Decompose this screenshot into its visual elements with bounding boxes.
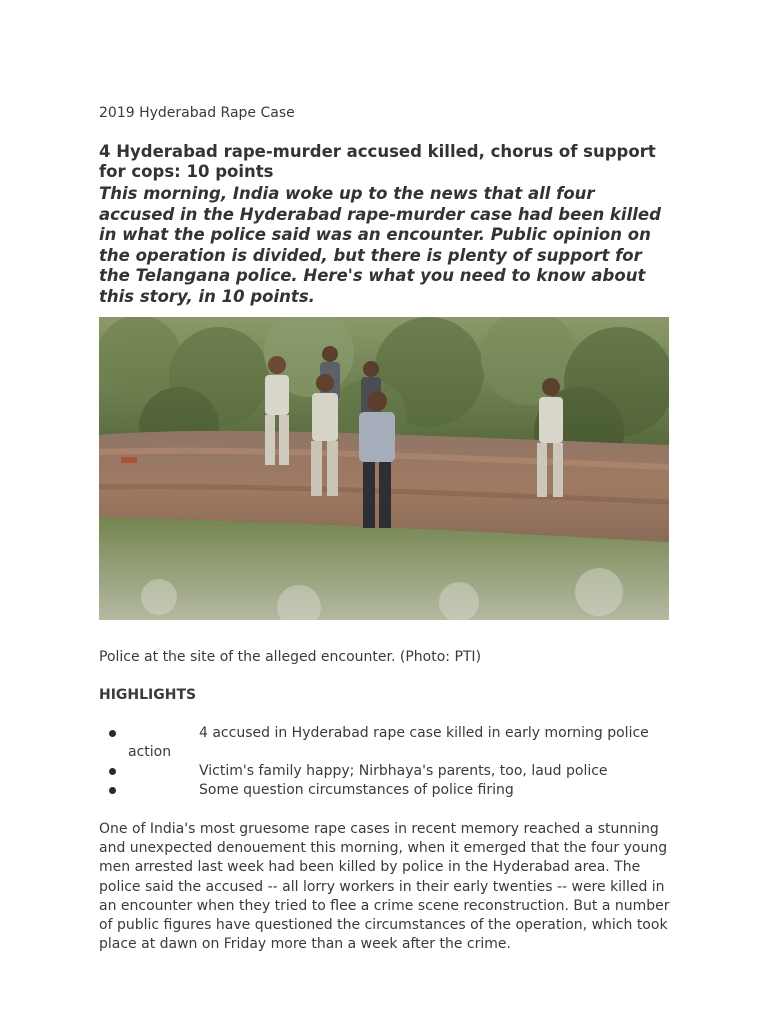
bullet-icon [109,730,116,737]
article-body: One of India's most gruesome rape cases in recent memory reached a stunning and unexpected denouement this morning, when it emerged that the four young men arrested last week had been killed by police in the Hyderabad area. The police said the accused -- all lorry workers in their early twenties -- were killed in an encounter when they tried to flee a crime scene reconstruction. But a number of public figures have questioned the circumstances of the operation, which took place at dawn on Friday more than a week after the crime. [99,821,670,953]
article-standfirst: This morning, India woke up to the news that all four accused in the Hyderabad rape-murder case had been killed in what the police said was an encounter. Public opinion on the operation is divided, but there is plenty of support for the Telangana police. Here's what you need to know about this story, in 10 points. [99,184,661,306]
article-photo-image [99,317,669,620]
highlight-item [99,781,671,800]
highlight-text: Some question circumstances of police firing [199,782,514,798]
article-photo [99,317,669,620]
highlight-item [99,724,671,762]
bullet-icon [109,768,116,775]
bullet-icon [109,787,116,794]
highlights-list [99,724,671,800]
highlight-item [99,762,671,781]
highlights-heading: HIGHLIGHTS [99,687,197,703]
highlight-text: Victim's family happy; Nirbhaya's parents, too, laud police [199,763,608,779]
highlight-text: 4 accused in Hyderabad rape case killed in early morning police action [128,725,649,760]
photo-caption: Police at the site of the alleged encounter. (Photo: PTI) [99,649,482,665]
article-kicker[interactable]: 2019 Hyderabad Rape Case [99,105,295,121]
article-headline: 4 Hyderabad rape-murder accused killed, chorus of support for cops: 10 points [99,142,656,181]
